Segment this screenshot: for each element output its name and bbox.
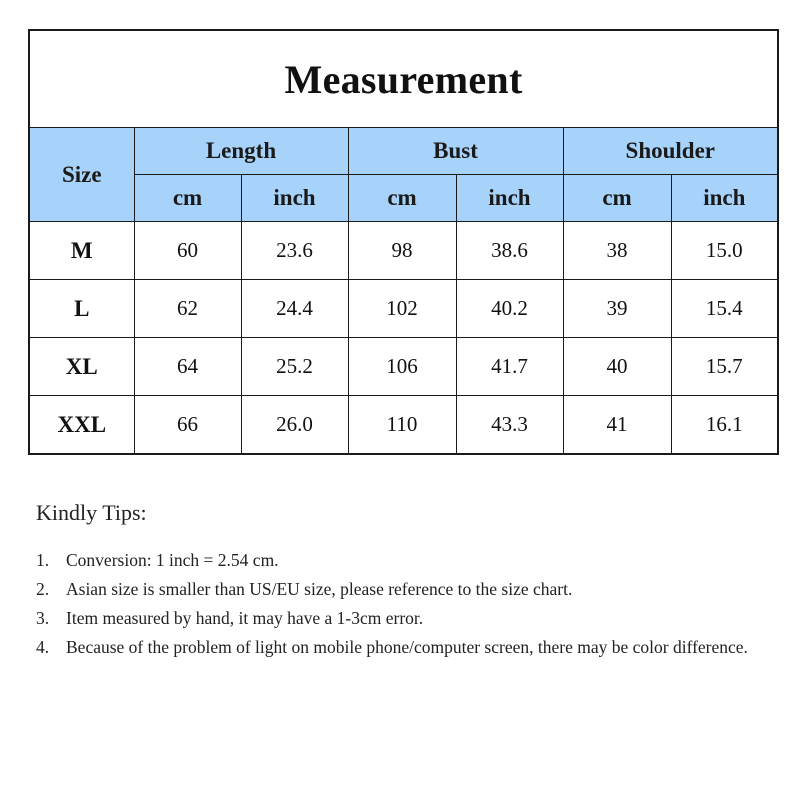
length-cm-cell: 60 — [134, 222, 241, 280]
size-cell: XL — [29, 338, 134, 396]
bust-inch-cell: 40.2 — [456, 280, 563, 338]
length-group-header: Length — [134, 128, 348, 175]
unit-header-shoulder-inch: inch — [671, 175, 778, 222]
size-column-header: Size — [29, 128, 134, 222]
bust-group-header: Bust — [348, 128, 563, 175]
length-inch-cell: 23.6 — [241, 222, 348, 280]
kindly-tips-section — [36, 500, 766, 662]
length-inch-cell: 26.0 — [241, 396, 348, 455]
table-title: Measurement — [29, 30, 778, 128]
tip-text: Item measured by hand, it may have a 1-3cm error. — [66, 608, 424, 628]
table-row — [29, 222, 778, 280]
length-cm-cell: 66 — [134, 396, 241, 455]
tip-number: 2. — [36, 579, 50, 599]
shoulder-cm-cell: 39 — [563, 280, 671, 338]
table-row — [29, 338, 778, 396]
tip-text: Conversion: 1 inch = 2.54 cm. — [66, 550, 279, 570]
tips-title: Kindly Tips: — [36, 500, 147, 525]
length-cm-cell: 62 — [134, 280, 241, 338]
shoulder-cm-cell: 38 — [563, 222, 671, 280]
list-item — [36, 633, 766, 662]
table-row — [29, 280, 778, 338]
list-item — [36, 575, 766, 604]
unit-header-shoulder-cm: cm — [563, 175, 671, 222]
unit-header-length-cm: cm — [134, 175, 241, 222]
tips-list — [36, 546, 766, 662]
bust-cm-cell: 106 — [348, 338, 456, 396]
shoulder-cm-cell: 40 — [563, 338, 671, 396]
length-inch-cell: 24.4 — [241, 280, 348, 338]
length-cm-cell: 64 — [134, 338, 241, 396]
unit-header-length-inch: inch — [241, 175, 348, 222]
shoulder-cm-cell: 41 — [563, 396, 671, 455]
bust-cm-cell: 98 — [348, 222, 456, 280]
bust-inch-cell: 43.3 — [456, 396, 563, 455]
size-cell: XXL — [29, 396, 134, 455]
tip-number: 4. — [36, 637, 50, 657]
unit-header-bust-cm: cm — [348, 175, 456, 222]
size-cell: L — [29, 280, 134, 338]
bust-inch-cell: 41.7 — [456, 338, 563, 396]
bust-inch-cell: 38.6 — [456, 222, 563, 280]
shoulder-group-header: Shoulder — [563, 128, 778, 175]
tip-text: Because of the problem of light on mobile phone/computer screen, there may be color difference. — [66, 637, 748, 657]
shoulder-inch-cell: 15.4 — [671, 280, 778, 338]
bust-cm-cell: 102 — [348, 280, 456, 338]
shoulder-inch-cell: 15.7 — [671, 338, 778, 396]
shoulder-inch-cell: 15.0 — [671, 222, 778, 280]
size-cell: M — [29, 222, 134, 280]
shoulder-inch-cell: 16.1 — [671, 396, 778, 455]
bust-cm-cell: 110 — [348, 396, 456, 455]
tip-number: 1. — [36, 550, 50, 570]
list-item — [36, 546, 766, 575]
tip-text: Asian size is smaller than US/EU size, please reference to the size chart. — [66, 579, 573, 599]
unit-header-bust-inch: inch — [456, 175, 563, 222]
list-item — [36, 604, 766, 633]
measurement-table — [28, 29, 779, 455]
tip-number: 3. — [36, 608, 50, 628]
length-inch-cell: 25.2 — [241, 338, 348, 396]
table-row — [29, 396, 778, 455]
